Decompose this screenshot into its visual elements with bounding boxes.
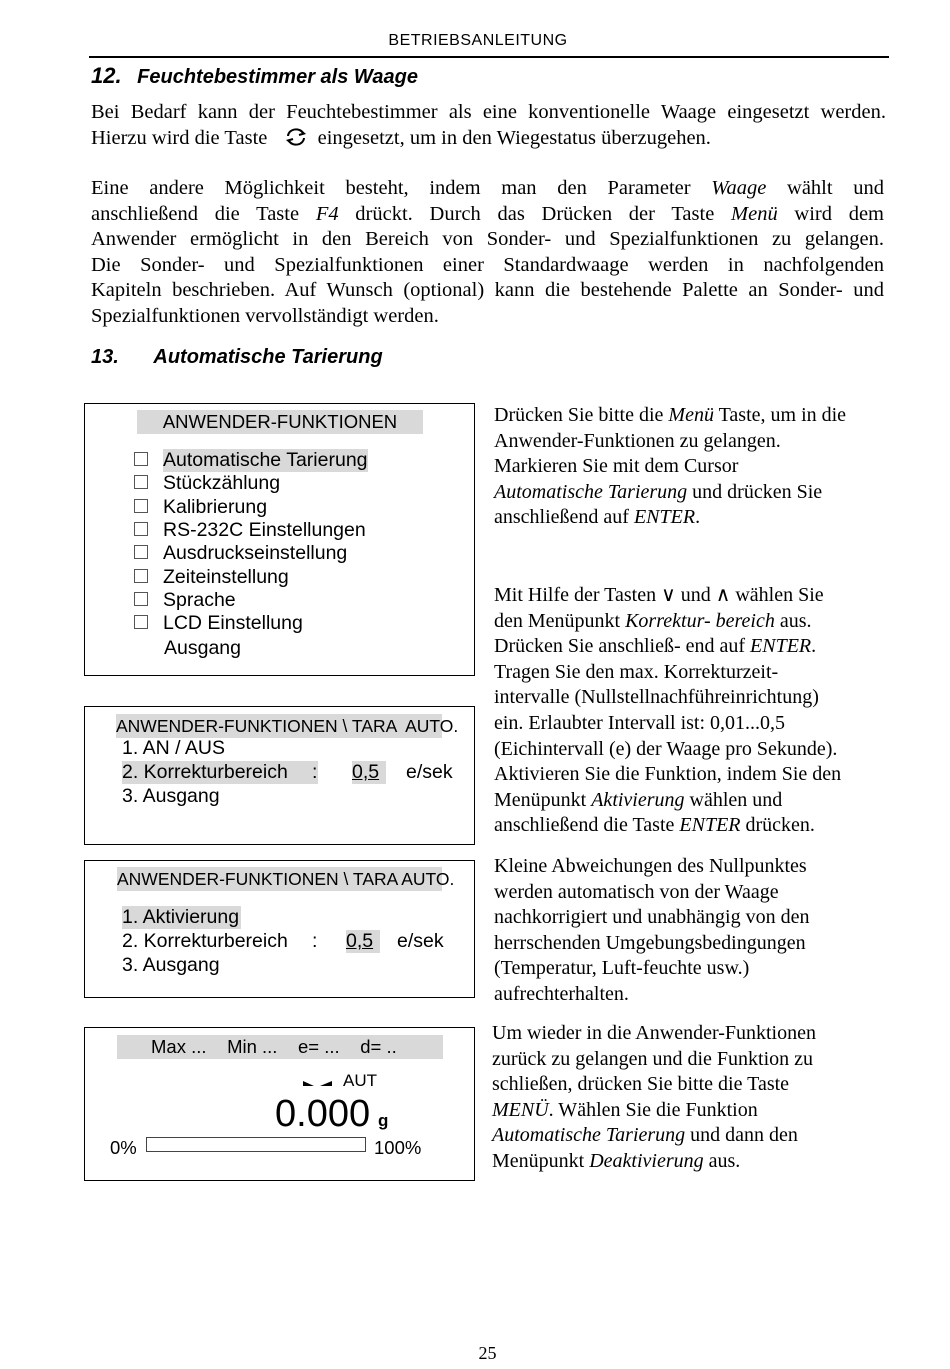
plain-text: Kleine Abweichungen des Nullpunktes — [494, 855, 807, 877]
plain-text: wird dem — [777, 202, 885, 225]
plain-text: Drücken Sie anschließ- end auf — [494, 635, 751, 658]
plain-text: (Eichintervall (e) der Waage pro Sekunde). — [494, 737, 838, 760]
text-line — [492, 1072, 816, 1098]
text-line — [492, 1047, 816, 1073]
load-bar — [146, 1137, 366, 1152]
text-line — [492, 1098, 816, 1124]
text-line — [494, 505, 846, 531]
plain-text: Die Sonder- und Spezialfunktionen einer Standardwaage werden in nachfolgenden — [91, 253, 884, 276]
plain-text: werden automatisch von der Waage — [494, 880, 779, 903]
text-line — [91, 278, 884, 304]
page-number: 25 — [478, 1343, 497, 1363]
plain-text: wählen und — [684, 788, 783, 811]
screen-title: ANWENDER-FUNKTIONEN \ TARA AUTO. — [117, 869, 455, 889]
menu-item-exit[interactable]: 3. Ausgang — [122, 954, 220, 976]
item-label: 2. Korrekturbereich — [122, 930, 288, 952]
menu-item-label: Zeiteinstellung — [163, 565, 289, 588]
auto-label: AUT — [343, 1071, 377, 1090]
plain-text: herrschenden Umgebungsbedingungen — [494, 931, 806, 954]
plain-text: Mit Hilfe der Tasten ∨ und ∧ wählen Sie — [494, 584, 824, 606]
para-text: Hierzu wird die Taste — [91, 126, 268, 149]
plain-text: Kapiteln beschrieben. Auf Wunsch (optional) kann die bestehende Palette an Sonder- und — [91, 279, 884, 302]
correction-value[interactable]: 0,5 — [352, 761, 386, 784]
text-line — [494, 454, 846, 480]
menu-exit-item[interactable]: Ausgang — [164, 637, 241, 659]
plain-text: aus. — [774, 609, 812, 632]
instruction-block-4 — [492, 1021, 816, 1175]
text-line — [494, 956, 809, 982]
plain-text: anschließend auf — [494, 506, 634, 529]
plain-text: nachkorrigiert und unabhängig von den — [494, 906, 810, 929]
plain-text: Taste, um in die — [713, 404, 847, 426]
plain-text: . — [695, 506, 701, 529]
para-line — [91, 126, 886, 152]
bar-max-label: 100% — [374, 1137, 422, 1158]
emphasis-text: F4 — [315, 202, 339, 225]
plain-text: und drücken Sie — [687, 480, 823, 503]
text-line — [492, 1149, 816, 1175]
emphasis-text: ENTER — [633, 506, 696, 529]
text-line — [494, 931, 809, 957]
plain-text: Aktivieren Sie die Funktion, indem Sie den — [494, 763, 842, 786]
menu-item-label: LCD Einstellung — [163, 612, 303, 635]
text-line — [492, 1021, 816, 1047]
text-line — [91, 202, 884, 228]
text-line — [91, 176, 884, 202]
plain-text: Anwender-Funktionen zu gelangen. — [494, 429, 781, 452]
text-line — [494, 403, 846, 429]
status-bar: Max ... Min ... e= ... d= .. — [117, 1035, 443, 1059]
plain-text: Drücken Sie bitte die — [494, 404, 669, 426]
emphasis-text: Korrektur- bereich — [625, 609, 775, 632]
plain-text: wählt und — [766, 177, 884, 199]
plain-text: Menüpunkt — [494, 788, 592, 811]
weight-unit: g — [378, 1111, 389, 1130]
text-line — [494, 737, 841, 763]
plain-text: anschließend die Taste — [494, 814, 680, 837]
menu-item-activation[interactable]: 1. Aktivierung — [122, 906, 240, 928]
refresh-key-icon — [283, 126, 309, 148]
plain-text: Spezialfunktionen vervollständigt werden. — [91, 304, 439, 327]
plain-text: aufrechterhalten. — [494, 982, 629, 1005]
emphasis-text: Aktivierung — [591, 788, 685, 811]
text-line — [494, 583, 841, 609]
plain-text: Um wieder in die Anwender-Funktionen — [492, 1022, 816, 1044]
emphasis-text: Automatische Tarierung — [492, 1124, 686, 1147]
checkbox-icon[interactable] — [134, 592, 148, 606]
text-line — [494, 429, 846, 455]
section-12-number: 12. — [91, 63, 122, 88]
instruction-block-2 — [494, 583, 841, 839]
emphasis-text: ENTER — [679, 814, 741, 837]
text-line — [494, 660, 841, 686]
plain-text: und dann den — [685, 1124, 798, 1147]
checkbox-icon[interactable] — [134, 615, 148, 629]
text-line — [494, 788, 841, 814]
plain-text: drücken. — [740, 814, 815, 837]
instruction-block-3 — [494, 854, 809, 1008]
emphasis-text: Automatische Tarierung — [494, 480, 688, 503]
text-line — [494, 880, 809, 906]
checkbox-icon[interactable] — [134, 475, 148, 489]
menu-item-correction-range[interactable] — [122, 761, 453, 784]
plain-text: Tragen Sie den max. Korrekturzeit- — [494, 660, 779, 683]
emphasis-text: Deaktivierung — [589, 1149, 704, 1172]
text-line — [494, 480, 846, 506]
plain-text: schließen, drücken Sie bitte die Taste — [492, 1073, 790, 1096]
menu-item-label: Kalibrierung — [163, 495, 268, 518]
checkbox-icon[interactable] — [134, 522, 148, 536]
screen-title: ANWENDER-FUNKTIONEN — [137, 410, 423, 434]
plain-text: intervalle (Nullstellnachführeinrichtung) — [494, 686, 819, 709]
emphasis-text: ENTER — [750, 635, 812, 658]
section-13-number: 13. — [91, 346, 119, 368]
text-line — [91, 304, 884, 330]
plain-text: aus. — [703, 1149, 741, 1172]
menu-item-label: Ausdruckseinstellung — [163, 542, 348, 565]
plain-text: (Temperatur, Luft-feuchte usw.) — [494, 957, 750, 980]
correction-unit: e/sek — [397, 930, 444, 952]
menu-item-label: Automatische Tarierung — [163, 449, 368, 471]
para-text: eingesetzt, um in den Wiegestatus überzugehen. — [317, 126, 711, 149]
running-header: BETRIEBSANLEITUNG — [388, 32, 568, 49]
section-13-heading — [91, 346, 383, 369]
instruction-block-1 — [494, 403, 846, 531]
menu-item-exit[interactable]: 3. Ausgang — [122, 785, 220, 807]
text-line — [494, 634, 841, 660]
section-12-para-2 — [91, 176, 884, 330]
text-line — [494, 982, 809, 1008]
checkbox-icon[interactable] — [134, 569, 148, 583]
text-line — [494, 711, 841, 737]
menu-item-label: Stückzählung — [163, 472, 281, 495]
text-line — [494, 813, 841, 839]
text-line — [492, 1123, 816, 1149]
header-rule — [89, 56, 889, 58]
item-colon: : — [312, 761, 318, 783]
plain-text: Menüpunkt — [492, 1149, 590, 1172]
text-line — [91, 253, 884, 279]
screen-title: ANWENDER-FUNKTIONEN \ TARA AUTO. — [116, 716, 459, 736]
plain-text: Eine andere Möglichkeit besteht, indem man den Parameter — [91, 177, 712, 199]
menu-item-label: RS-232C Einstellungen — [163, 518, 366, 541]
section-13-title: Automatische Tarierung — [153, 346, 383, 368]
weight-readout: 0.000 — [275, 1093, 371, 1135]
plain-text: . — [811, 635, 817, 658]
emphasis-text: Menü — [668, 404, 714, 426]
plain-text: zurück zu gelangen und die Funktion zu — [492, 1047, 814, 1070]
correction-value[interactable]: 0,5 — [346, 930, 380, 953]
plain-text: anschließend die Taste — [91, 202, 316, 225]
checkbox-icon[interactable] — [134, 499, 148, 513]
section-12-heading — [91, 63, 418, 89]
text-line — [494, 685, 841, 711]
text-line — [494, 854, 809, 880]
emphasis-text: Waage — [711, 177, 767, 199]
plain-text: Markieren Sie mit dem Cursor — [494, 455, 739, 478]
plain-text: Anwender ermöglicht in den Bereich von Sonder- und Spezialfunktionen zu gelangen. — [91, 228, 884, 251]
item-label: 2. Korrekturbereich — [122, 761, 288, 783]
bar-min-label: 0% — [110, 1137, 137, 1158]
menu-item-on-off[interactable]: 1. AN / AUS — [122, 737, 225, 759]
item-colon: : — [312, 930, 318, 952]
plain-text: drückt. Durch das Drücken der Taste — [338, 202, 732, 225]
section-12-title: Feuchtebestimmer als Waage — [137, 66, 419, 88]
text-line — [91, 227, 884, 253]
menu-item-label: Sprache — [163, 588, 236, 611]
text-line — [494, 762, 841, 788]
text-line — [494, 905, 809, 931]
emphasis-text: MENÜ — [492, 1098, 549, 1121]
section-12-para-1 — [91, 100, 886, 151]
correction-unit: e/sek — [406, 761, 453, 783]
zero-tracking-icon — [302, 1075, 334, 1089]
para-line: Bei Bedarf kann der Feuchtebestimmer als eine konventionelle Waage eingesetzt werden. — [91, 101, 886, 123]
plain-text: den Menüpunkt — [494, 609, 626, 632]
text-line — [494, 609, 841, 635]
menu-item-correction-range[interactable] — [122, 930, 444, 953]
emphasis-text: Menü — [731, 202, 778, 225]
checkbox-icon[interactable] — [134, 545, 148, 559]
plain-text: . Wählen Sie die Funktion — [548, 1098, 758, 1121]
checkbox-icon[interactable] — [134, 452, 148, 466]
plain-text: ein. Erlaubter Intervall ist: 0,01...0,5 — [494, 711, 786, 734]
